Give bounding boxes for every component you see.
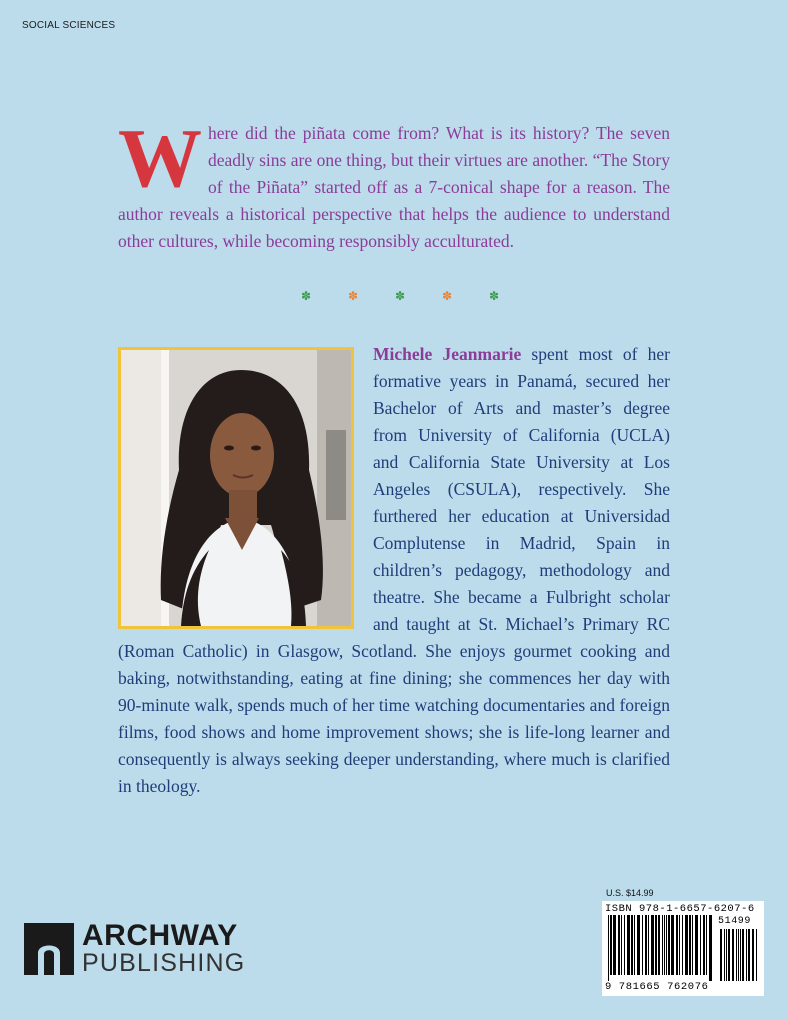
barcode-bar	[637, 915, 640, 975]
barcode-addon-bar	[724, 929, 725, 981]
flower-icon: ✽	[300, 289, 312, 303]
barcode-addon-bar	[720, 929, 722, 981]
flower-icon: ✽	[394, 289, 406, 303]
barcode-bar	[610, 915, 612, 975]
barcode-bar	[685, 915, 688, 975]
barcode-bar	[695, 915, 698, 975]
photo-spacer	[118, 341, 356, 629]
archway-arch-icon	[24, 923, 74, 975]
barcode-bar	[645, 915, 647, 975]
barcode-addon-bar	[736, 929, 737, 981]
barcode-addon-bar	[752, 929, 754, 981]
barcode-bar	[676, 915, 678, 975]
barcode-addon-bar	[726, 929, 727, 981]
barcode-bar	[709, 915, 712, 981]
barcode-bar	[648, 915, 649, 975]
flower-icon: ✽	[488, 289, 500, 303]
barcode-bar	[627, 915, 630, 975]
barcode-bar	[642, 915, 643, 975]
flower-icon: ✽	[347, 289, 359, 303]
category-label: SOCIAL SCIENCES	[22, 20, 116, 31]
publisher-name-line1: ARCHWAY	[82, 919, 238, 952]
barcode-bar	[662, 915, 663, 975]
ornament-divider	[300, 286, 500, 306]
drop-cap: W	[118, 112, 202, 205]
barcode-addon-bar	[728, 929, 730, 981]
back-cover-blurb	[118, 112, 670, 255]
bio-text: spent most of her formative years in Panamá, secured her Bachelor of Arts and master’s degree from University of California (UCLA) and California State University at Los Angeles (CSULA), respectively. She furthered her education at Universidad Complutense in Madrid, Spain in children’s pedagogy, methodology and theatre. She became a Fulbright scholar and taught at St. Michael’s Primary RC (Roman Catholic) in Glasgow, Scotland. She enjoys gourmet cooking and baking, notwithstanding, eating at fine dining; she commences her day with 90-minute walk, spends much of her time watching documentaries and foreign films, food shows and home improvement shows; she is life-long learner and consequently is always seeking deeper understanding, where much is clarified in theology.	[118, 344, 670, 796]
isbn-label: ISBN 978-1-6657-6207-6	[605, 903, 755, 915]
barcode-bar	[634, 915, 635, 975]
barcode-ean-number: 9 781665 762076	[605, 981, 709, 993]
barcode-bar	[703, 915, 705, 975]
barcode-addon-bar	[740, 929, 741, 981]
barcode-bar	[651, 915, 654, 975]
publisher-logo	[24, 921, 264, 977]
barcode-bar	[682, 915, 683, 975]
barcode-bar	[631, 915, 633, 975]
barcode-bar	[613, 915, 616, 975]
barcode-addon-bar	[742, 929, 744, 981]
barcode-bar	[664, 915, 665, 975]
publisher-name-line2: PUBLISHING	[82, 949, 246, 977]
barcode-addon-bar	[748, 929, 750, 981]
barcode-bar	[668, 915, 670, 975]
author-bio	[118, 341, 670, 800]
barcode-addon-bar	[738, 929, 739, 981]
blurb-text: here did the piñata come from? What is its history? The seven deadly sins are one thing, but their virtues are another. “The Story of the Piñata” started off as a 7-conical shape for a reason. The author reveals a historical perspective that helps the audience to understand other cultures, while becoming responsibly acculturated.	[118, 123, 670, 251]
barcode-bar	[692, 915, 693, 975]
flower-icon: ✽	[441, 289, 453, 303]
barcode-addon-number: 51499	[718, 916, 752, 927]
isbn-barcode	[602, 901, 764, 996]
author-name: Michele Jeanmarie	[373, 344, 522, 364]
barcode-bar	[700, 915, 701, 975]
barcode-bar	[679, 915, 680, 975]
barcode-bar	[618, 915, 620, 975]
barcode-bar	[666, 915, 667, 975]
barcode-bar	[624, 915, 625, 975]
barcode-bar	[608, 915, 609, 981]
barcode-bar	[689, 915, 691, 975]
barcode-bar	[658, 915, 660, 975]
barcode-bar	[621, 915, 622, 975]
barcode-bar	[655, 915, 657, 975]
barcode-addon-bar	[756, 929, 757, 981]
price-label: U.S. $14.99	[606, 888, 654, 898]
barcode-bar	[671, 915, 674, 975]
barcode-addon-bar	[732, 929, 734, 981]
barcode-bar	[706, 915, 707, 975]
barcode-addon-bar	[746, 929, 747, 981]
